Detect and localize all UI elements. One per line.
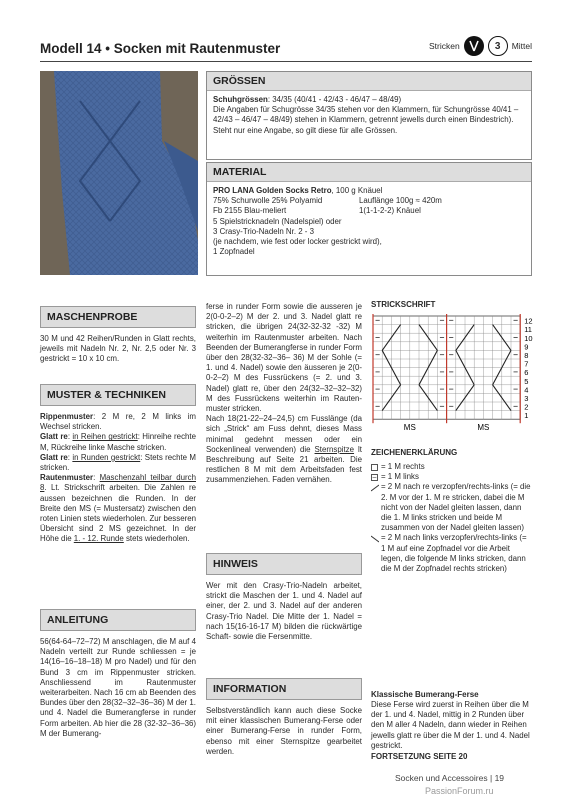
muster-heading: MUSTER & TECHNIKEN: [40, 384, 196, 406]
information-heading: INFORMATION: [206, 678, 362, 700]
row-number: 3: [524, 394, 529, 403]
rippen-label: Rippenmuster: [40, 412, 94, 421]
yarn-composition: 75% Schurwolle 25% Polyamid: [213, 196, 323, 206]
legend-item-knit: = 1 M rechts: [371, 462, 533, 472]
yarn-name: PRO LANA Golden Socks Retro: [213, 186, 332, 195]
knit-stitch-icon: [371, 464, 378, 471]
hinweis-heading: HINWEIS: [206, 553, 362, 575]
material-line-6: 1 Zopfnadel: [213, 247, 255, 257]
legend-item-purl: – = 1 M links: [372, 472, 419, 482]
sock-photo: [40, 71, 198, 275]
footer-section: Socken und Accessoires: [395, 773, 488, 783]
row-number: 12: [524, 316, 533, 326]
bumerang-heading: Klassische Bumerang-Ferse: [371, 690, 479, 699]
yarn-quantity: 1(1-1-2-2) Knäuel: [359, 206, 421, 216]
category-label: Stricken: [428, 41, 460, 51]
purl-stitch-icon: –: [372, 474, 377, 482]
sizes-value: : 34/35 (40/41 - 42/43 - 46/47 – 48/49): [267, 95, 402, 104]
row-number: 9: [524, 342, 529, 352]
row-number: 7: [524, 359, 529, 369]
knitting-chart: [371, 312, 533, 442]
glatt-label: Glatt re: [40, 432, 68, 442]
maschenprobe-text: 30 M und 42 Reihen/Runden in Glatt rechts, jeweils mit Nadeln Nr. 2, Nr. 2,5 oder Nr. 3 gestrickt = 10 x 10 cm.: [40, 334, 196, 364]
row-number: 8: [524, 351, 529, 360]
groessen-box: [206, 71, 532, 160]
raute-label: Rautenmuster: [40, 473, 94, 483]
anleitung-heading: ANLEITUNG: [40, 609, 196, 631]
muster-text: Rippenmuster: 2 M re, 2 M links im Wechsel stricken. Glatt re: in Reihen gestrickt: Hinreihe rechte M, Rückreihe linke Masche stricken. Glatt re: in Runden gestrickt: Stets rechte M stricken. Rautenmuster: Maschenzahl teilbar durch 8. Lt. Strickschrift arbeiten. Die Zahlen re aussen bezeichnen die Runden. In der Breite den MS (= Mustersatz) zwischen den roten Linien stets wiederholen. Zur besseren Übersicht sind 2 MS gezeichnet. In der Höhe die 1. - 12. Runde stets wiederholen.: [40, 412, 197, 544]
cross-left-icon: [371, 535, 378, 542]
maschenprobe-heading: MASCHENPROBE: [40, 306, 196, 328]
difficulty-indicator: [429, 36, 532, 56]
footer-separator: |: [489, 773, 493, 783]
glatt-runden-label: Glatt re: [40, 452, 68, 462]
row-number: 11: [524, 325, 532, 335]
ms-label: MS: [403, 423, 416, 433]
strickschrift-heading: STRICKSCHRIFT: [371, 300, 436, 309]
row-number: 5: [524, 376, 529, 386]
row-number: 6: [524, 368, 529, 378]
material-heading: MATERIAL: [207, 163, 531, 182]
legend-item-cross-right: = 2 M nach re verzopfen/rechts-links (= die 2. M vor der 1. M re stricken, dabei die M nicht von der Nadel gleiten lassen, dann die 1. M links stricken und beide M zusammen von der Nadel gleiten lassen): [371, 482, 533, 533]
page-footer: [395, 773, 504, 783]
material-line-5: (je nachdem, wie fest oder locker gestrickt wird),: [213, 237, 382, 247]
material-line-4: 3 Crasy-Trio-Nadeln Nr. 2 - 3: [213, 226, 314, 236]
schuhgroessen-label: Schuhgrössen: [213, 95, 268, 104]
information-text: Selbstverständlich kann auch diese Socke mit einer klassischen Bumerang-Ferse oder einer Bumerang-Ferse in runder Form, ebenso mit einer Sternspitze gearbeitet werden.: [206, 706, 362, 756]
yarn-length: Lauflänge 100g ≈ 420m: [359, 196, 442, 206]
page-title: Modell 14 • Socken mit Rautenmuster: [40, 41, 281, 56]
yarn-amount: , 100 g Knäuel: [331, 186, 383, 195]
legend-heading: ZEICHENERKLÄRUNG: [371, 448, 458, 457]
row-number: 2: [524, 402, 529, 412]
knitting-needles-icon: [464, 36, 484, 56]
cross-right-icon: [371, 484, 378, 491]
row-number: 1: [524, 411, 529, 421]
groessen-text: Die Angaben für Schugrösse 34/35 stehen vor den Klammern, für Schungrösse 40/41 – 42/43 – 46/47 – 48/49) stehen in Klammern, getrennt jewells durch einen Bindestrich). Steht nur eine Angabe, so gilt diese für alle Grössen.: [213, 105, 519, 135]
anleitung-continued-text: ferse in runder Form sowie die ausseren je 2(0-0-2–2) M der 2. und 3. Nadel glatt re stricken, die übrigen 24(32-32-32 -32) M weiterhin im Rautenmuster arbeiten. Nach Beenden der Bumerangferse in runder Form über den 28(32-32–36– 36) M der Sohle (= 1. und 4. Nadel) sowie den äusseren je 2(0-0-2–2) M des Fussrückens (= 2. und 3. Nadel) glatt re, über den 24(32–32–32–32) M des Fussrückens weiterhin im Rautenmuster stricken. Nach 18(21-22–24–24,5) cm Fusslänge (da sich „Strick“ am Fuss dehnt, dieses Mass minimal gedehnt messen oder ein Sockenlineal verwenden) die Sternspitze lt Beschreibung auf Seite 21 arbeiten. Die restlichen 8 M mit dem Arbeitsfaden fest zusammenziehen. Faden vernähen.: [206, 302, 362, 485]
title-bar: [40, 36, 532, 62]
row-number: 10: [524, 333, 533, 343]
material-box: [206, 162, 532, 276]
bumerang-text: Diese Ferse wird zuerst in Reihen über die M der 1. und 4. Nadel, mittig in 2 Runden über den M aller 4 Nadeln, dann wieder in Reihen jewells glatt re über die M der 1. und 4. Nadel gestrickt.: [371, 700, 530, 750]
page-number: 19: [494, 773, 505, 783]
material-line-3: 5 Spielstricknadeln (Nadelspiel) oder: [213, 216, 342, 226]
anleitung-text: 56(64-64–72–72) M anschlagen, die M auf 4 Nadeln verteilt zur Runde schliessen = je 14(16–16–18–18) M pro Nadel) und für den Bund 3 cm im Rippenmuster stricken. Anschliessend im Rautenmuster weiterarbeiten. Nach 16 cm ab Beenden des Bundes über den 28(32–32–36–36) M der 1. und 4. Nadel die Bumerangferse in runder Form arbeiten. Ab hier die 28 (32-32–36–36) M der Bumerang-: [40, 637, 196, 738]
yarn-color: Fb 2155 Blau-meliert: [213, 206, 287, 216]
hinweis-text: Wer mit den Crasy-Trio-Nadeln arbeitet, strickt die Maschen der 1. und 4. Nadel auf einer, der 2. und 3. Nadel auf der anderen Crasy-Trio Nadel. Die Mitte der 1. Nadel = nach 15(16-16-17 M) bilden die rückwärtige Schaft- sowie die Fersenmitte.: [206, 581, 362, 642]
legend-item-cross-left: = 2 M nach links verzopfen/rechts-links (= 1 M auf eine Zopfnadel vor die Arbeit legen, die folgende M links stricken, dann die M der Zopfnadel rechts stricken): [371, 533, 533, 574]
row-number: 4: [524, 385, 529, 395]
legend: [371, 462, 533, 574]
watermark: PassionForum.ru: [425, 786, 494, 796]
continuation-note: FORTSETZUNG SEITE 20: [371, 752, 468, 761]
groessen-heading: GRÖSSEN: [207, 72, 531, 91]
difficulty-label: Mittel: [511, 41, 532, 51]
difficulty-number: 3: [488, 36, 508, 56]
ms-label: MS: [477, 423, 490, 433]
